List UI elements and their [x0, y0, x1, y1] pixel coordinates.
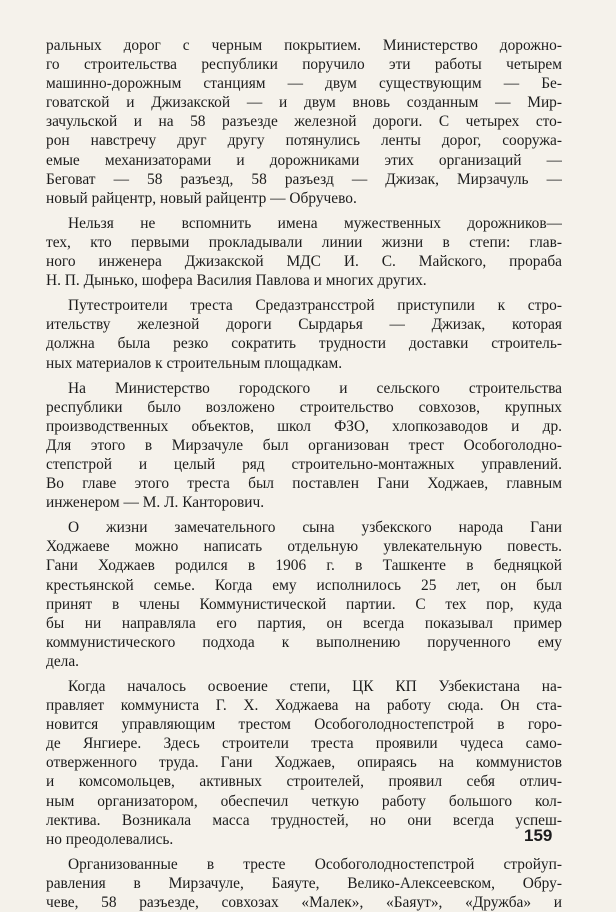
text-line: Путестроители треста Средазтрансстрой приступили к стро- [68, 297, 562, 315]
text-line: коммунистического подхода к выполнению порученного ему [46, 633, 562, 651]
paragraph [46, 214, 562, 290]
text-line: На Министерство городского и сельского строительства [68, 379, 562, 397]
text-line: новится управляющим трестом Особоголодностепстрой в горо- [46, 716, 562, 734]
text-line: равления в Мирзачуле, Баяуте, Велико-Алексеевском, Обру- [46, 874, 562, 892]
text-line: крестьянской семье. Когда ему исполнилось 25 лет, он был [46, 576, 562, 594]
text-line: республики было возложено строительство совхозов, крупных [46, 398, 562, 416]
text-line: лектива. Возникала масса трудностей, но они всегда успеш- [46, 811, 562, 829]
text-line: и комсомольцев, активных строителей, проявил себя отлич- [46, 773, 562, 791]
text-line: бы ни направляла его партия, он всегда показывал пример [46, 614, 562, 632]
text-line: правляет коммуниста Г. Х. Ходжаева на работу сюда. Он ста- [46, 697, 562, 715]
text-line: рон навстречу друг другу потянулись ленты дорог, сооружа- [46, 132, 562, 150]
text-line: де Янгиере. Здесь строители треста проявили чудеса само- [46, 735, 562, 753]
page-number: 159 [524, 826, 553, 845]
text-line: Организованные в тресте Особоголодностепстрой стройуп- [68, 855, 562, 873]
text-line: Н. П. Дынько, шофера Василия Павлова и многих других. [46, 272, 427, 290]
text-line: дела. [46, 652, 80, 670]
paragraph [46, 677, 562, 849]
text-line: тех, кто первыми прокладывали линии жизни в степи: глав- [46, 233, 562, 251]
text-line: Беговат — 58 разъезд, 58 разъезд — Джизак, Мирзачуль — [46, 170, 562, 188]
text-line: но преодолевались. [46, 830, 174, 848]
text-line: производственных объектов, школ ФЗО, хлопкозаводов и др. [46, 417, 562, 435]
paragraph [46, 296, 562, 372]
text-line: инженером — М. Л. Канторович. [46, 494, 265, 512]
paragraph [46, 379, 562, 513]
text-line: Во главе этого треста был поставлен Гани Ходжаев, главным [46, 475, 562, 493]
text-line: емые механизаторами и дорожниками этих организаций — [46, 151, 562, 169]
text-line: Для этого в Мирзачуле был организован трест Особоголодно- [46, 436, 562, 454]
text-line: новый райцентр, новый райцентр — Обручево. [46, 189, 357, 207]
paragraph [46, 855, 562, 912]
paragraph [46, 36, 562, 208]
text-line: Нельзя не вспомнить имена мужественных дорожников— [68, 214, 562, 232]
text-line: говатской и Джизакской — и двум вновь созданным — Мир- [46, 94, 562, 112]
print-speck [437, 320, 443, 326]
text-line: Когда началось освоение степи, ЦК КП Узбекистана на- [68, 678, 562, 695]
text-line: ральных дорог с черным покрытием. Министерство дорожно- [46, 37, 562, 54]
text-line: зачульской и на 58 разъезде железной дороги. С четырех сто- [46, 113, 562, 131]
text-line: О жизни замечательного сына узбекского народа Гани [68, 519, 562, 537]
text-line: ного инженера Джизакской МДС И. С. Майского, прораба [46, 253, 562, 271]
text-line: Ходжаеве можно написать отдельную увлекательную повесть. [46, 538, 562, 556]
paragraph [46, 518, 562, 671]
text-line: принят в члены Коммунистической партии. С тех пор, куда [46, 595, 562, 613]
text-line: ных материалов к строительным площадкам. [46, 354, 343, 372]
text-line: чеве, 58 разъезде, совхозах «Малек», «Баяут», «Дружба» и [46, 894, 562, 912]
text-line: машинно-дорожным станциям — двум существующим — Бе- [46, 75, 562, 93]
text-line: степстрой и целый ряд строительно-монтажных управлений. [46, 455, 562, 473]
text-line: отверженного труда. Гани Ходжаев, опираясь на коммунистов [46, 754, 562, 772]
body-text [46, 36, 562, 912]
text-line: должна была резко сократить трудности доставки строитель- [46, 335, 562, 353]
text-line: го строительства республики поручило эти работы четырем [46, 56, 562, 74]
text-line: ным организатором, обеспечил четкую работу большого кол- [46, 792, 562, 810]
text-line: Гани Ходжаев родился в 1906 г. в Ташкенте в бедняцкой [46, 557, 562, 575]
text-line: ительству железной дороги Сырдарья — Джизак, которая [46, 316, 562, 334]
